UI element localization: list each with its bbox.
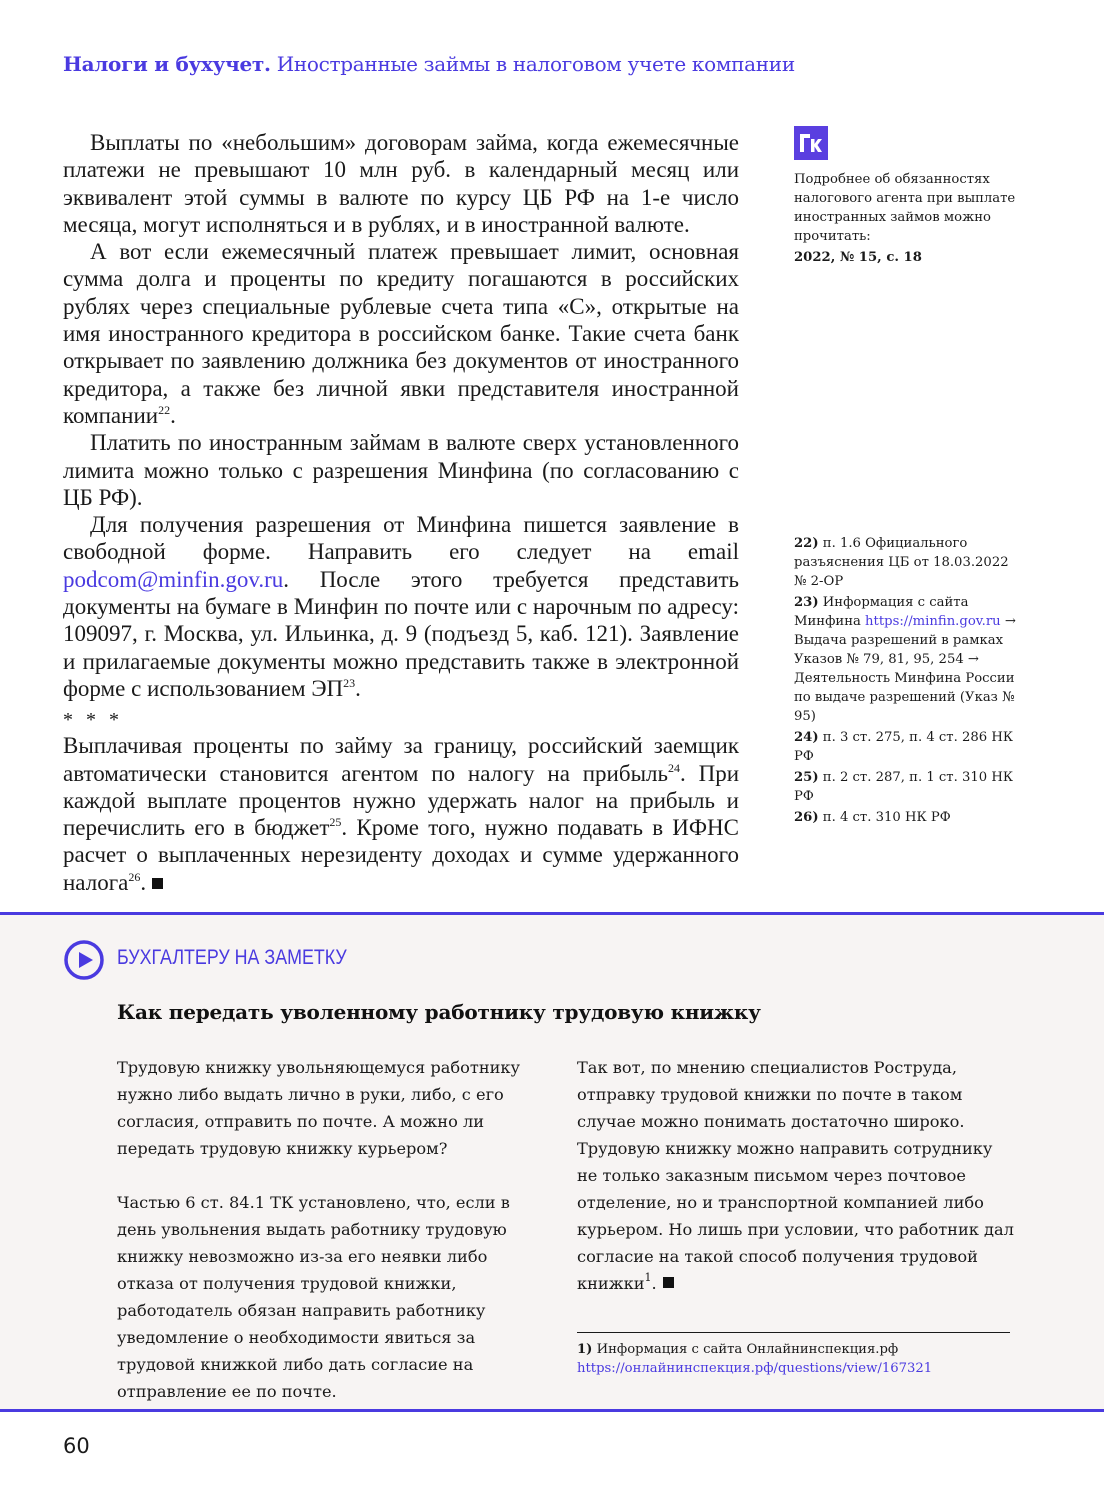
box-column-left xyxy=(117,1054,547,1405)
end-mark-icon xyxy=(663,1277,674,1288)
paragraph: Так вот, по мнению специалистов Роструда, отправку трудовой книжки по почте в таком случае можно понимать достаточно широко. Трудовую книжку можно направить сотруднику не только заказным письмом через почтовое отделение, но и транспортной компанией либо курьером. Но лишь при условии, что работник дал согласие на такой способ получения трудовой книжки$^1$. xyxy=(577,1058,1014,1293)
paragraph: Трудовую книжку увольняющемуся работнику нужно либо выдать лично в руки, либо, с его согласия, отправить по почте. А можно ли передать трудовую книжку курьером? xyxy=(117,1058,521,1158)
footnote-item: 26) п. 4 ст. 310 НК РФ xyxy=(794,810,951,825)
sidebar-note-reference[interactable]: 2022, № 15, с. 18 xyxy=(794,250,922,265)
play-circle-icon xyxy=(63,939,105,986)
footnote-ref[interactable]: 22 xyxy=(158,402,171,417)
paragraph: Платить по иностранным займам в валюте сверх установленного лимита можно только с разрешения Минфина (по согласованию с ЦБ РФ). xyxy=(63,430,739,510)
paragraph: Для получения разрешения от Минфина пишется заявление в свободной форме. Направить его следует на email podcom@minfin.gov.ru. После этого требуется представить документы на бумаге в Минфин по почте или с нарочным по адресу: 109097, г. Москва, ул. Ильинка, д. 9 (подъезд 5, каб. 121). Заявление и прилагаемые документы можно представить также в электронной форме с использованием ЭП$^{23}$. xyxy=(63,512,739,701)
header-title: Иностранные займы в налоговом учете компании xyxy=(276,52,795,76)
box-footnote: 1) Информация с сайта Онлайнинспекция.рф https://онлайнинспекция.рф/questions/view/167321 xyxy=(577,1342,933,1376)
section-separator: * * * xyxy=(63,709,123,732)
box-column-right xyxy=(577,1054,1017,1297)
gk-glyph xyxy=(799,133,823,153)
footnote-item: 24) п. 3 ст. 275, п. 4 ст. 286 НК РФ xyxy=(794,730,1014,764)
gk-logo-icon xyxy=(794,126,828,160)
footnote-ref[interactable]: 26 xyxy=(128,869,141,884)
footnote-ref[interactable]: 23 xyxy=(343,675,356,690)
running-header xyxy=(63,52,795,76)
footnote-ref[interactable]: 25 xyxy=(329,815,342,830)
footnote-item: 22) п. 1.6 Официального разъяснения ЦБ от 18.03.2022 № 2-ОР xyxy=(794,536,1009,589)
box-label: БУХГАЛТЕРУ НА ЗАМЕТКУ xyxy=(117,946,347,969)
paragraph: Частью 6 ст. 84.1 ТК установлено, что, если в день увольнения выдать работнику трудовую книжку невозможно из-за его неявки либо отказа от получения трудовой книжки, работодатель обязан направить работнику уведомление о необходимости явиться за трудовой книжкой либо дать согласие на отправление ее по почте. xyxy=(117,1193,510,1401)
end-mark-icon xyxy=(152,878,163,889)
email-link[interactable]: podcom@minfin.gov.ru xyxy=(63,566,284,592)
paragraph: Выплачивая проценты по займу за границу, российский заемщик автоматически становится агентом по налогу на прибыль$^{24}$. При каждой выплате процентов нужно удержать налог на прибыль и перечислить его в бюджет$^{25}$. Кроме того, нужно подавать в ИФНС расчет о выплаченных нерезиденту доходах и сумме удержанного налога$^{26}$. xyxy=(63,733,740,895)
box-title: Как передать уволенному работнику трудовую книжку xyxy=(117,1000,761,1024)
footnotes-list xyxy=(794,534,1024,829)
header-section: Налоги и бухучет. xyxy=(63,52,271,76)
footnote-item: 23) Информация с сайта Минфина https://minfin.gov.ru → Выдача разрешений в рамках Указов № 79, 81, 95, 254 → Деятельность Минфина России по выдаче разрешений (Указ № 95) xyxy=(794,595,1016,724)
footnote-ref[interactable]: 1 xyxy=(644,1271,652,1284)
minfin-link[interactable]: https://minfin.gov.ru xyxy=(865,614,1001,629)
footnote-divider xyxy=(577,1332,1010,1333)
paragraph: А вот если ежемесячный платеж превышает лимит, основная сумма долга и проценты по кредиту погашаются в российских рублях через специальные рублевые счета типа «С», открытые на имя иностранного кредитора в российском банке. Такие счета банк открывает по заявлению должника без документов от иностранного кредитора, а также без личной явки представителя иностранной компании$^{22}$. xyxy=(63,239,739,428)
page-number: 60 xyxy=(63,1434,90,1458)
paragraph: Выплаты по «небольшим» договорам займа, когда ежемесячные платежи не превышают 10 млн руб. в календарный месяц или эквивалент этой суммы в валюте по курсу ЦБ РФ на 1-е число месяца, могут исполняться и в рублях, и в иностранной валюте. xyxy=(63,130,739,237)
footnote-item: 25) п. 2 ст. 287, п. 1 ст. 310 НК РФ xyxy=(794,770,1014,804)
sidebar-note: Подробнее об обязанностях налогового агента при выплате иностранных займов можно прочитать: 2022, № 15, с. 18 xyxy=(794,170,1024,267)
footnote-ref[interactable]: 24 xyxy=(668,760,680,775)
onlineinspection-link[interactable]: https://онлайнинспекция.рф/questions/view/167321 xyxy=(577,1361,933,1376)
article-body xyxy=(63,129,739,896)
